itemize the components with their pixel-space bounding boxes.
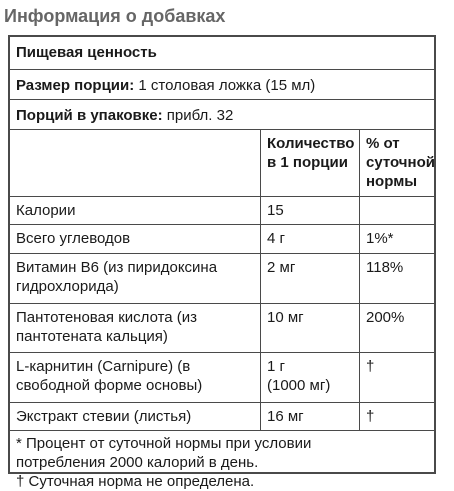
header-amount: [260, 130, 359, 196]
nutrient-name-line: L-карнитин (Carnipure) (в: [16, 358, 191, 375]
serving-size: [10, 70, 434, 99]
footnote-line: † Суточная норма не определена.: [16, 473, 255, 490]
serving-size-value: 1 столовая ложка (15 мл): [134, 77, 316, 94]
table-row: [10, 253, 434, 303]
nutrient-daily-value: 118%: [359, 254, 434, 303]
nutrient-name-line: Пантотеновая кислота (из: [16, 309, 198, 326]
header-amount-line: Количество: [267, 135, 355, 152]
nutrient-amount: 10 мг: [260, 304, 359, 352]
nutrient-name: Экстракт стевии (листья): [16, 408, 192, 425]
table-row: [10, 224, 434, 253]
supplement-facts-panel: [8, 35, 436, 490]
nutrient-daily-value: [359, 197, 434, 224]
nutrient-name-line: пантотената кальция): [16, 328, 168, 345]
servings-label: Порций в упаковке:: [16, 107, 163, 124]
header-dv-line: нормы: [366, 173, 418, 190]
table-row: [10, 196, 434, 224]
serving-size-row: [10, 69, 434, 99]
nutrient-amount-line: 1 г: [267, 358, 285, 375]
servings-value: прибл. 32: [162, 107, 234, 124]
footnotes: [10, 431, 434, 490]
nutrient-name-line: гидрохлорида): [16, 278, 119, 295]
nutrient-name: [10, 254, 260, 303]
header-name-cell: [10, 130, 260, 196]
table-row: [10, 402, 434, 430]
nutrient-amount: 4 г: [260, 225, 359, 253]
header-dv-line: суточной: [366, 154, 435, 171]
nutrient-name-line: Витамин B6 (из пиридоксина: [16, 259, 218, 276]
page-title: Информация о добавках: [4, 6, 226, 26]
nutrient-amount: 15: [260, 197, 359, 224]
footnote-line: * Процент от суточной нормы при условии: [16, 435, 312, 452]
header-amount-line: в 1 порции: [267, 154, 348, 171]
nutrient-name-line: свободной форме основы): [16, 377, 203, 394]
header-dv-line: % от: [366, 135, 400, 152]
serving-size-label: Размер порции:: [16, 77, 135, 94]
nutrient-amount: [260, 353, 359, 402]
nutrient-daily-value: †: [359, 353, 434, 402]
nutrient-name: Калории: [16, 202, 76, 219]
footnote-line: потребления 2000 калорий в день.: [16, 454, 259, 471]
nutrient-amount: 2 мг: [260, 254, 359, 303]
table-row: [10, 352, 434, 402]
nutrient-name: [10, 304, 260, 352]
facts-heading-row: [10, 37, 434, 69]
table-header-row: [10, 129, 434, 196]
nutrient-daily-value: 1%*: [359, 225, 434, 253]
header-daily-value: [359, 130, 434, 196]
nutrient-daily-value: 200%: [359, 304, 434, 352]
nutrient-daily-value: †: [359, 403, 434, 430]
facts-heading: Пищевая ценность: [16, 44, 157, 61]
servings-per-container-row: [10, 99, 434, 129]
nutrient-name: Всего углеводов: [16, 230, 131, 247]
table-row: [10, 303, 434, 352]
footnotes-row: [10, 430, 434, 490]
servings-per-container: [10, 100, 434, 129]
nutrient-name: [10, 353, 260, 402]
nutrient-amount: 16 мг: [260, 403, 359, 430]
nutrient-amount-line: (1000 мг): [267, 377, 331, 394]
